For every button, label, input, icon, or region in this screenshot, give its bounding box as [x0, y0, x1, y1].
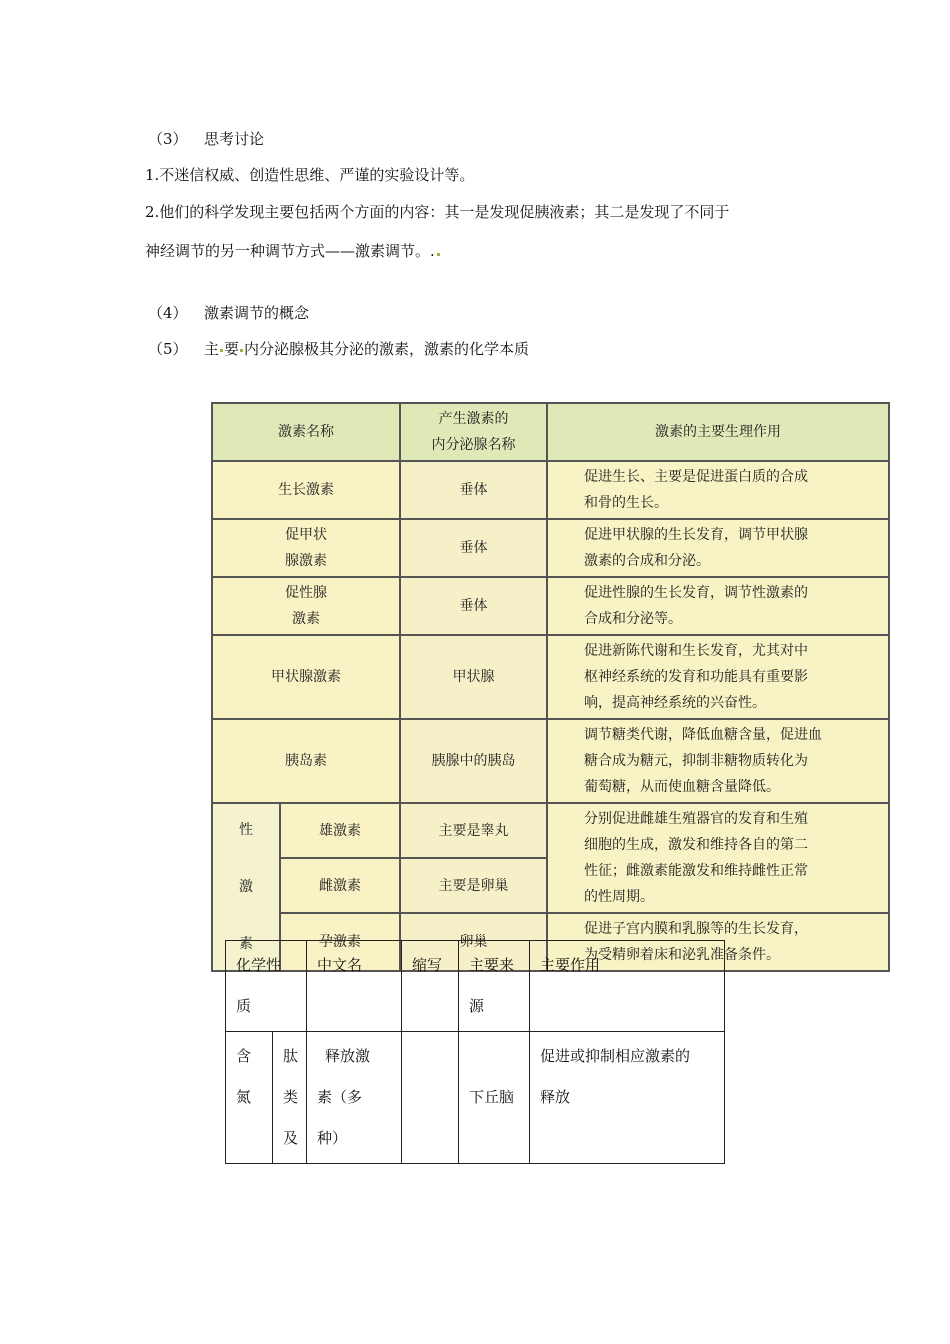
- chem-main-function: [530, 1032, 725, 1164]
- hormone-name: 胰岛素: [212, 719, 400, 803]
- chem-header-row: [226, 941, 725, 1032]
- section-5-title-c: 内分泌腺极其分泌的激素，激素的化学本质: [244, 340, 530, 358]
- discussion-point-1: 1.不迷信权威、创造性思维、严谨的实验设计等。: [145, 166, 475, 184]
- hormone-name: 甲状腺激素: [212, 635, 400, 719]
- hormone-effect: [547, 577, 889, 635]
- hormone-table: [211, 402, 890, 972]
- section-3-number: （3）: [148, 130, 188, 148]
- table-row: [226, 1032, 725, 1164]
- effect-line: 枢神经系统的发育和功能具有重要影: [584, 669, 808, 685]
- effect-line: 激素的合成和分泌。: [584, 553, 710, 569]
- table-row: [212, 577, 889, 635]
- chem-nature-col2: [273, 1032, 307, 1164]
- table-row: [212, 719, 889, 803]
- green-dot-mark: [437, 253, 440, 256]
- effect-line: 促进新陈代谢和生长发育，尤其对中: [584, 643, 808, 659]
- hormone-effect: [547, 461, 889, 519]
- cell-line: 释放激: [325, 1047, 371, 1065]
- header-chinese-name: 中文名: [307, 941, 402, 1032]
- header-line: 质: [236, 997, 252, 1015]
- chem-abbreviation: [402, 1032, 459, 1164]
- chem-main-source: [459, 1032, 530, 1164]
- effect-line: 调节糖类代谢，降低血糖含量，促进血: [584, 727, 822, 743]
- hormone-table-header-row: [212, 403, 889, 461]
- section-3-heading: [148, 128, 264, 149]
- sex-group-char: 激: [239, 879, 253, 895]
- header-line: 主要来: [469, 956, 515, 974]
- discussion-point-2-line-1: 2.他们的科学发现主要包括两个方面的内容：其一是发现促胰液素；其二是发现了不同于: [145, 203, 730, 221]
- section-5-number: （5）: [148, 340, 188, 358]
- effect-line: 促进性腺的生长发育，调节性激素的: [584, 585, 808, 601]
- sex-group-char: 素: [239, 936, 253, 952]
- discussion-point-2-line-2-text: 神经调节的另一种调节方式——激素调节。.: [145, 242, 435, 260]
- effect-line: 细胞的生成，激发和维持各自的第二: [584, 837, 808, 853]
- gland-name: 垂体: [400, 519, 547, 577]
- discussion-point-2-line-2: [145, 240, 440, 261]
- effect-line: 为受精卵着床和泌乳准备条件。: [584, 947, 780, 963]
- cell-line: 含: [236, 1047, 252, 1065]
- cell-line: 肽: [283, 1047, 299, 1065]
- hormone-name: 雌激素: [280, 858, 400, 913]
- effect-line: 响，提高神经系统的兴奋性。: [584, 695, 766, 711]
- effect-line: 合成和分泌等。: [584, 611, 682, 627]
- gland-name: 垂体: [400, 461, 547, 519]
- section-4-title: 激素调节的概念: [204, 304, 310, 322]
- section-5-title-b: 要: [224, 340, 240, 358]
- section-5-heading: [148, 338, 529, 359]
- header-abbreviation: 缩写: [402, 941, 459, 1032]
- green-dot-mark: [240, 349, 243, 352]
- gland-name: 卵巢: [400, 913, 547, 971]
- section-5-title-a: 主: [204, 340, 220, 358]
- gland-name: 胰腺中的胰岛: [400, 719, 547, 803]
- cell-line: 释放: [540, 1088, 571, 1106]
- section-3-title: 思考讨论: [204, 130, 265, 148]
- name-line: 腺激素: [285, 553, 327, 569]
- header-hormone-name: 激素名称: [212, 403, 400, 461]
- gland-name: 主要是睾丸: [400, 803, 547, 858]
- effect-line: 促进生长、主要是促进蛋白质的合成: [584, 469, 808, 485]
- gland-name: 垂体: [400, 577, 547, 635]
- table-row: [212, 803, 889, 858]
- table-row: [212, 519, 889, 577]
- cell-line: 及: [283, 1129, 299, 1147]
- table-row: [212, 635, 889, 719]
- effect-line: 性征；雌激素能激发和维持雌性正常: [584, 863, 808, 879]
- name-line: 激素: [292, 611, 320, 627]
- header-line: 源: [469, 997, 485, 1015]
- green-dot-mark: [220, 349, 223, 352]
- cell-line: 素（多: [317, 1088, 363, 1106]
- hormone-effect: [547, 635, 889, 719]
- cell-line: 种）: [317, 1129, 348, 1147]
- cell-line: 氮: [236, 1088, 252, 1106]
- hormone-effect: [547, 719, 889, 803]
- section-4-heading: [148, 302, 309, 323]
- section-4-number: （4）: [148, 304, 188, 322]
- cell-line: 类: [283, 1088, 299, 1106]
- cell-line: 下丘脑: [469, 1088, 515, 1106]
- hormone-name: 孕激素: [280, 913, 400, 971]
- cell-line: 促进或抑制相应激素的: [540, 1047, 691, 1065]
- sex-group-char: 性: [239, 822, 253, 838]
- effect-line: 的性周期。: [584, 889, 654, 905]
- header-gland-line-2: 内分泌腺名称: [431, 437, 516, 453]
- gland-name: 甲状腺: [400, 635, 547, 719]
- effect-line: 糖合成为糖元，抑制非糖物质转化为: [584, 753, 808, 769]
- table-row: [212, 461, 889, 519]
- gland-name: 主要是卵巢: [400, 858, 547, 913]
- hormone-name: 生长激素: [212, 461, 400, 519]
- hormone-name: 雄激素: [280, 803, 400, 858]
- header-main-function: 主要作用: [530, 941, 725, 1032]
- header-effect: 激素的主要生理作用: [547, 403, 889, 461]
- name-line: 促甲状: [285, 527, 327, 543]
- effect-line: 和骨的生长。: [584, 495, 668, 511]
- header-gland-line-1: 产生激素的: [438, 411, 509, 427]
- chem-chinese-name: [307, 1032, 402, 1164]
- chem-nature-col1: [226, 1032, 273, 1164]
- header-chemical-nature: [226, 941, 307, 1032]
- hormone-effect: [547, 803, 889, 913]
- effect-line: 促进甲状腺的生长发育，调节甲状腺: [584, 527, 808, 543]
- hormone-name: [212, 577, 400, 635]
- header-gland: [400, 403, 547, 461]
- name-line: 促性腺: [285, 585, 327, 601]
- hormone-name: [212, 519, 400, 577]
- hormone-effect: [547, 519, 889, 577]
- header-line: 化学性: [236, 956, 282, 974]
- effect-line: 分别促进雌雄生殖器官的发育和生殖: [584, 811, 808, 827]
- chemical-nature-table: [225, 940, 725, 1164]
- effect-line: 促进子宫内膜和乳腺等的生长发育，: [584, 921, 808, 937]
- effect-line: 葡萄糖，从而使血糖含量降低。: [584, 779, 780, 795]
- header-main-source: [459, 941, 530, 1032]
